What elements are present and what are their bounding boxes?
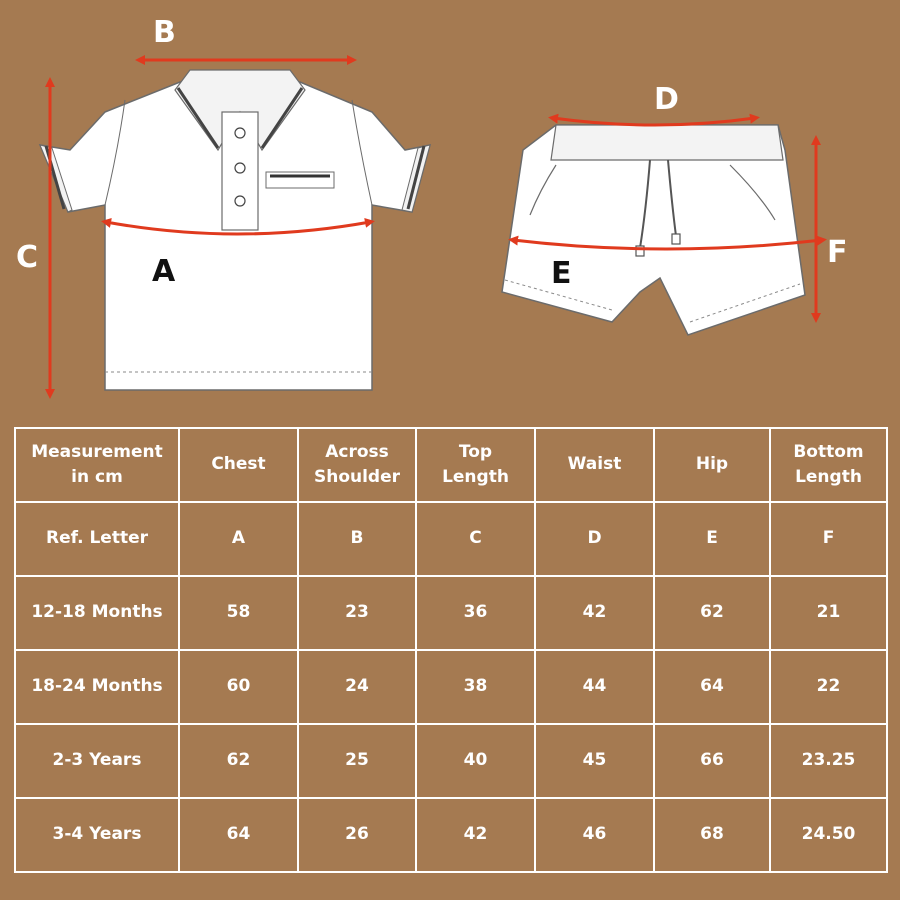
table-cell: 44	[535, 650, 654, 724]
table-row	[15, 650, 887, 724]
label-c: C	[16, 240, 39, 275]
table-cell: 42	[535, 576, 654, 650]
header-measurement: Measurement in cm	[15, 428, 179, 502]
table-cell: 42	[416, 798, 535, 872]
table-cell: B	[298, 502, 416, 576]
table-cell: 26	[298, 798, 416, 872]
table-cell: 46	[535, 798, 654, 872]
header-top-length: Top Length	[416, 428, 535, 502]
label-f: F	[827, 235, 848, 270]
table-cell: 58	[179, 576, 298, 650]
table-cell: 24.50	[770, 798, 887, 872]
table-cell: 62	[179, 724, 298, 798]
header-waist: Waist	[535, 428, 654, 502]
table-row	[15, 798, 887, 872]
table-cell: 64	[179, 798, 298, 872]
table-row	[15, 502, 887, 576]
table-cell: 40	[416, 724, 535, 798]
table-cell: E	[654, 502, 770, 576]
header-hip: Hip	[654, 428, 770, 502]
table-cell: 12-18 Months	[15, 576, 179, 650]
label-b: B	[153, 15, 176, 50]
table-cell: 23.25	[770, 724, 887, 798]
size-chart-table	[14, 427, 888, 873]
header-bottom-length: Bottom Length	[770, 428, 887, 502]
table-cell: 68	[654, 798, 770, 872]
header-chest: Chest	[179, 428, 298, 502]
table-cell: 18-24 Months	[15, 650, 179, 724]
arrow-waist	[553, 118, 755, 125]
label-e: E	[551, 256, 572, 291]
table-cell: A	[179, 502, 298, 576]
polo-shirt-drawing	[40, 70, 430, 390]
table-row	[15, 724, 887, 798]
table-cell: 25	[298, 724, 416, 798]
table-header-row	[15, 428, 887, 502]
table-cell: 3-4 Years	[15, 798, 179, 872]
table-cell: 21	[770, 576, 887, 650]
table-cell: 60	[179, 650, 298, 724]
table-cell: 24	[298, 650, 416, 724]
table-cell: C	[416, 502, 535, 576]
table-cell: 38	[416, 650, 535, 724]
table-cell: 62	[654, 576, 770, 650]
table-cell: Ref. Letter	[15, 502, 179, 576]
table-cell: 36	[416, 576, 535, 650]
table-cell: 66	[654, 724, 770, 798]
table-row	[15, 576, 887, 650]
table-cell: 23	[298, 576, 416, 650]
table-cell: 64	[654, 650, 770, 724]
garment-measurement-illustration	[0, 0, 900, 410]
label-a: A	[152, 254, 176, 289]
table-cell: D	[535, 502, 654, 576]
table-cell: 2-3 Years	[15, 724, 179, 798]
label-d: D	[654, 82, 679, 117]
header-across-shoulder: Across Shoulder	[298, 428, 416, 502]
table-cell: 45	[535, 724, 654, 798]
shorts-drawing	[502, 125, 805, 335]
table-cell: 22	[770, 650, 887, 724]
table-cell: F	[770, 502, 887, 576]
